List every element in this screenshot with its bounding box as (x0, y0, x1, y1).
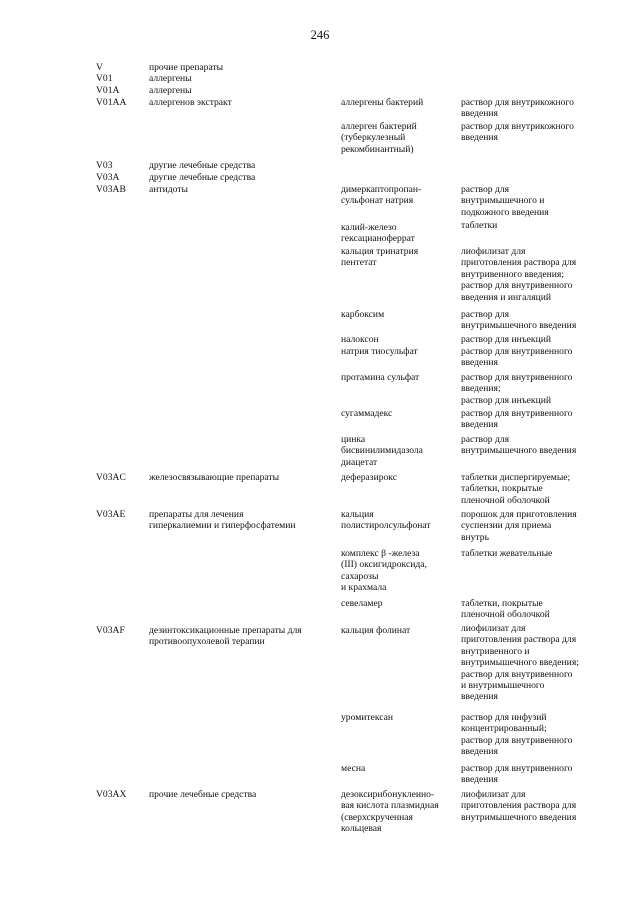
drug-name: аллерген бактерий (туберкулезный рекомбинантный) (341, 121, 417, 155)
atc-group: аллергены (149, 73, 192, 84)
dosage-form: лиофилизат для приготовления раствора для внутривенного и внутримышечного введения; раствор для внутривенного и внутримышечного введения (461, 623, 579, 703)
dosage-form: порошок для приготовления суспензии для приема внутрь (461, 509, 577, 543)
drug-name: налоксон (341, 334, 379, 345)
dosage-form: лиофилизат для приготовления раствора для внутривенного введения; раствор для внутривенного введения и ингаляций (461, 246, 577, 303)
dosage-form: раствор для внутрикожного введения (461, 121, 574, 144)
drug-name: кальция полистиролсульфонат (341, 509, 431, 532)
drug-name: димеркаптопропан- сульфонат натрия (341, 184, 422, 207)
atc-group: другие лечебные средства (149, 172, 256, 183)
drug-name: цинка бисвинилимидазола диацетат (341, 434, 423, 468)
drug-name: сугаммадекс (341, 408, 393, 419)
atc-code: V03AX (96, 789, 127, 800)
atc-group: аллергенов экстракт (149, 97, 232, 108)
dosage-form: таблетки (461, 220, 498, 231)
atc-group: препараты для лечения гиперкалиемии и гиперфосфатемии (149, 509, 296, 532)
dosage-form: раствор для внутримышечного введения (461, 309, 577, 332)
dosage-form: таблетки, покрытые пленочной оболочкой (461, 598, 550, 621)
dosage-form: лиофилизат для приготовления раствора для внутримышечного введения (461, 789, 577, 823)
dosage-form: раствор для внутримышечного и подкожного введения (461, 184, 549, 218)
atc-group: антидоты (149, 184, 188, 195)
drug-name: натрия тиосульфат (341, 346, 418, 357)
drug-name: дезоксирибонуклеино- вая кислота плазмидная (сверхскрученная кольцевая (341, 789, 439, 835)
atc-code: V03AE (96, 509, 126, 520)
drug-name: аллергены бактерий (341, 97, 424, 108)
drug-name: севеламер (341, 598, 383, 609)
dosage-form: раствор для инфузий концентрированный; раствор для внутривенного введения (461, 712, 573, 758)
dosage-form: раствор для внутривенного введения (461, 408, 573, 431)
page-number: 246 (310, 28, 330, 42)
dosage-form: раствор для внутривенного введения (461, 346, 573, 369)
dosage-form: раствор для внутривенного введения; раствор для инъекций (461, 372, 573, 406)
atc-code: V01AA (96, 97, 127, 108)
drug-name: месна (341, 763, 366, 774)
atc-code: V03A (96, 172, 120, 183)
dosage-form: таблетки жевательные (461, 548, 553, 559)
dosage-form: раствор для внутрикожного введения (461, 97, 574, 120)
atc-code: V03AB (96, 184, 126, 195)
atc-group: другие лечебные средства (149, 160, 256, 171)
atc-code: V03AF (96, 625, 125, 636)
atc-code: V01 (96, 73, 113, 84)
atc-group: аллергены (149, 85, 192, 96)
dosage-form: раствор для внутримышечного введения (461, 434, 577, 457)
dosage-form: раствор для внутривенного введения (461, 763, 573, 786)
atc-group: прочие лечебные средства (149, 789, 257, 800)
drug-name: комплекс β -железа (III) оксигидроксида, сахарозы и крахмала (341, 548, 427, 594)
atc-code: V03 (96, 160, 113, 171)
atc-group: железосвязывающие препараты (149, 472, 280, 483)
drug-name: протамина сульфат (341, 372, 420, 383)
dosage-form: таблетки диспергируемые; таблетки, покрытые пленочной оболочкой (461, 472, 571, 506)
dosage-form: раствор для инъекций (461, 334, 551, 345)
drug-name: деферазирокс (341, 472, 397, 483)
drug-name: карбоксим (341, 309, 385, 320)
atc-code: V01A (96, 85, 120, 96)
drug-name: калий-железо гексацианоферрат (341, 222, 415, 245)
atc-code: V03AC (96, 472, 126, 483)
atc-group: дезинтоксикационные препараты для противоопухолевой терапии (149, 625, 302, 648)
drug-name: кальция фолинат (341, 625, 411, 636)
atc-group: прочие препараты (149, 62, 224, 73)
atc-code: V (96, 62, 103, 73)
drug-name: уромитексан (341, 712, 394, 723)
drug-name: кальция тринатрия пентетат (341, 246, 419, 269)
